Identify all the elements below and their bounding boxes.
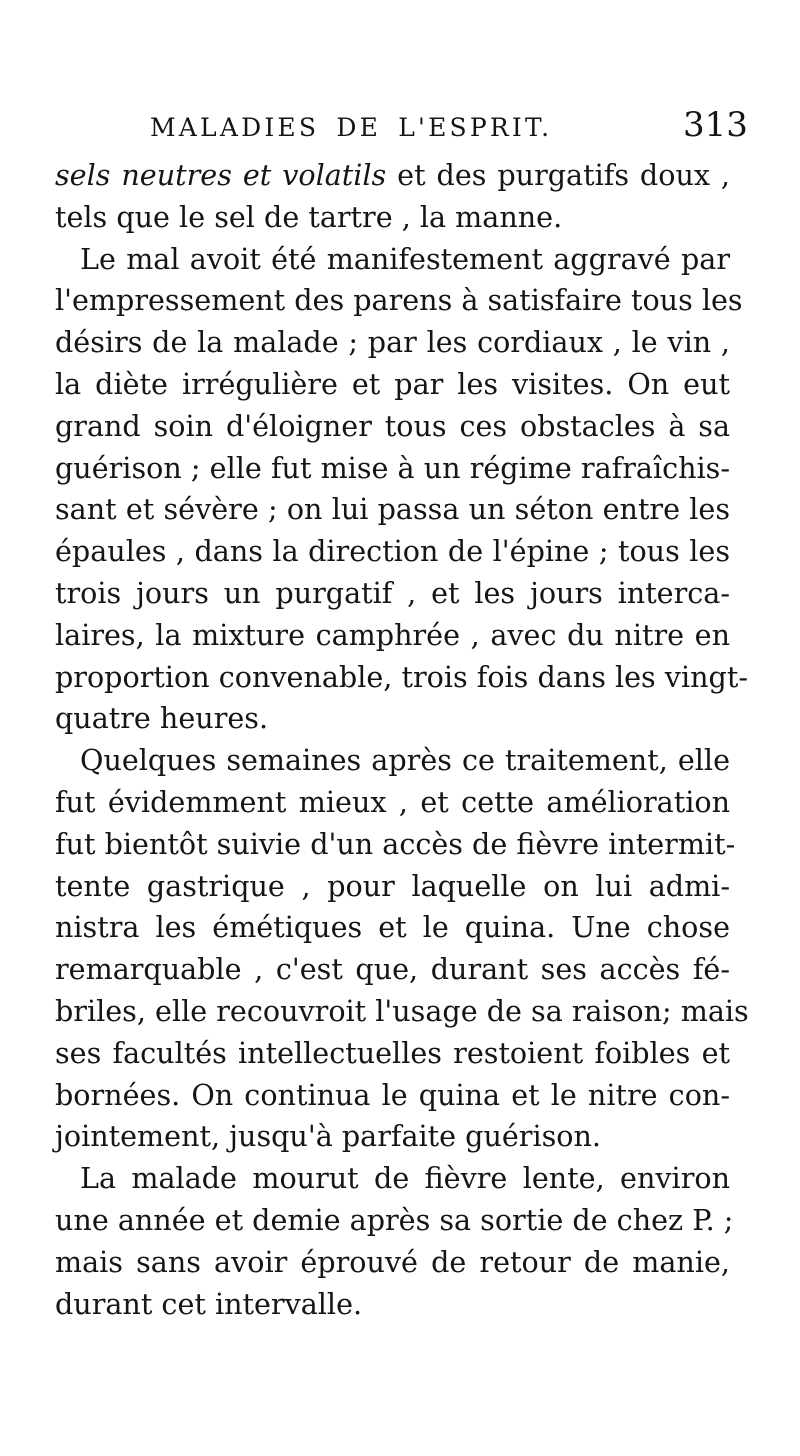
text-line: tels que le sel de tartre , la manne. xyxy=(55,199,563,234)
text-line: une année et demie après sa sortie de chez P. ; xyxy=(55,1202,734,1237)
text-line: laires, la mixture camphrée , avec du nitre en xyxy=(55,617,730,652)
text-line: remarquable , c'est que, durant ses accès fé- xyxy=(55,952,730,987)
text-line: désirs de la malade ; par les cordiaux , le vin , xyxy=(55,325,730,360)
text-line: durant cet intervalle. xyxy=(55,1286,363,1321)
text-line: épaules , dans la direction de l'épine ; tous les xyxy=(55,534,730,569)
text-line: jointement, jusqu'à parfaite guérison. xyxy=(55,1119,601,1154)
text-line: Le mal avoit été manifestement aggravé par xyxy=(80,241,730,276)
text-line: briles, elle recouvroit l'usage de sa raison; mais xyxy=(55,993,749,1028)
text-line: proportion convenable, trois fois dans les vingt- xyxy=(55,659,748,694)
text-line: fut évidemment mieux , et cette amélioration xyxy=(55,784,730,819)
text-line: grand soin d'éloigner tous ces obstacles à sa xyxy=(55,408,730,443)
text-line: bornées. On continua le quina et le nitre con- xyxy=(55,1077,730,1112)
page-number: 313 xyxy=(683,105,748,145)
text-line: mais sans avoir éprouvé de retour de manie, xyxy=(55,1244,730,1279)
page-header xyxy=(0,105,800,151)
body-text xyxy=(55,155,749,1325)
text-line: nistra les émétiques et le quina. Une chose xyxy=(55,910,730,945)
text-line: sant et sévère ; on lui passa un séton entre les xyxy=(55,492,730,527)
text-line: tente gastrique , pour laquelle on lui admi- xyxy=(55,868,730,903)
italic-word: sels xyxy=(55,158,111,192)
text-line: quatre heures. xyxy=(55,701,269,736)
italic-word: neutres xyxy=(121,158,232,192)
running-head: MALADIES DE L'ESPRIT. xyxy=(150,113,553,142)
text-line: guérison ; elle fut mise à un régime rafraîchis- xyxy=(55,450,730,485)
text-line: La malade mourut de fièvre lente, environ xyxy=(80,1161,730,1196)
text-line: ses facultés intellectuelles restoient foibles et xyxy=(55,1035,730,1070)
italic-word: volatils xyxy=(282,158,387,192)
text-line: la diète irrégulière et par les visites. On eut xyxy=(55,366,730,401)
text-line: sels neutres et volatils et des purgatifs doux , xyxy=(55,158,731,192)
text-line: l'empressement des parens à satisfaire tous les xyxy=(55,283,743,318)
text-line: trois jours un purgatif , et les jours interca- xyxy=(55,575,730,610)
text-line: Quelques semaines après ce traitement, elle xyxy=(80,743,730,778)
text-line: fut bientôt suivie d'un accès de fièvre intermit- xyxy=(55,826,736,861)
italic-word: et xyxy=(242,158,272,192)
